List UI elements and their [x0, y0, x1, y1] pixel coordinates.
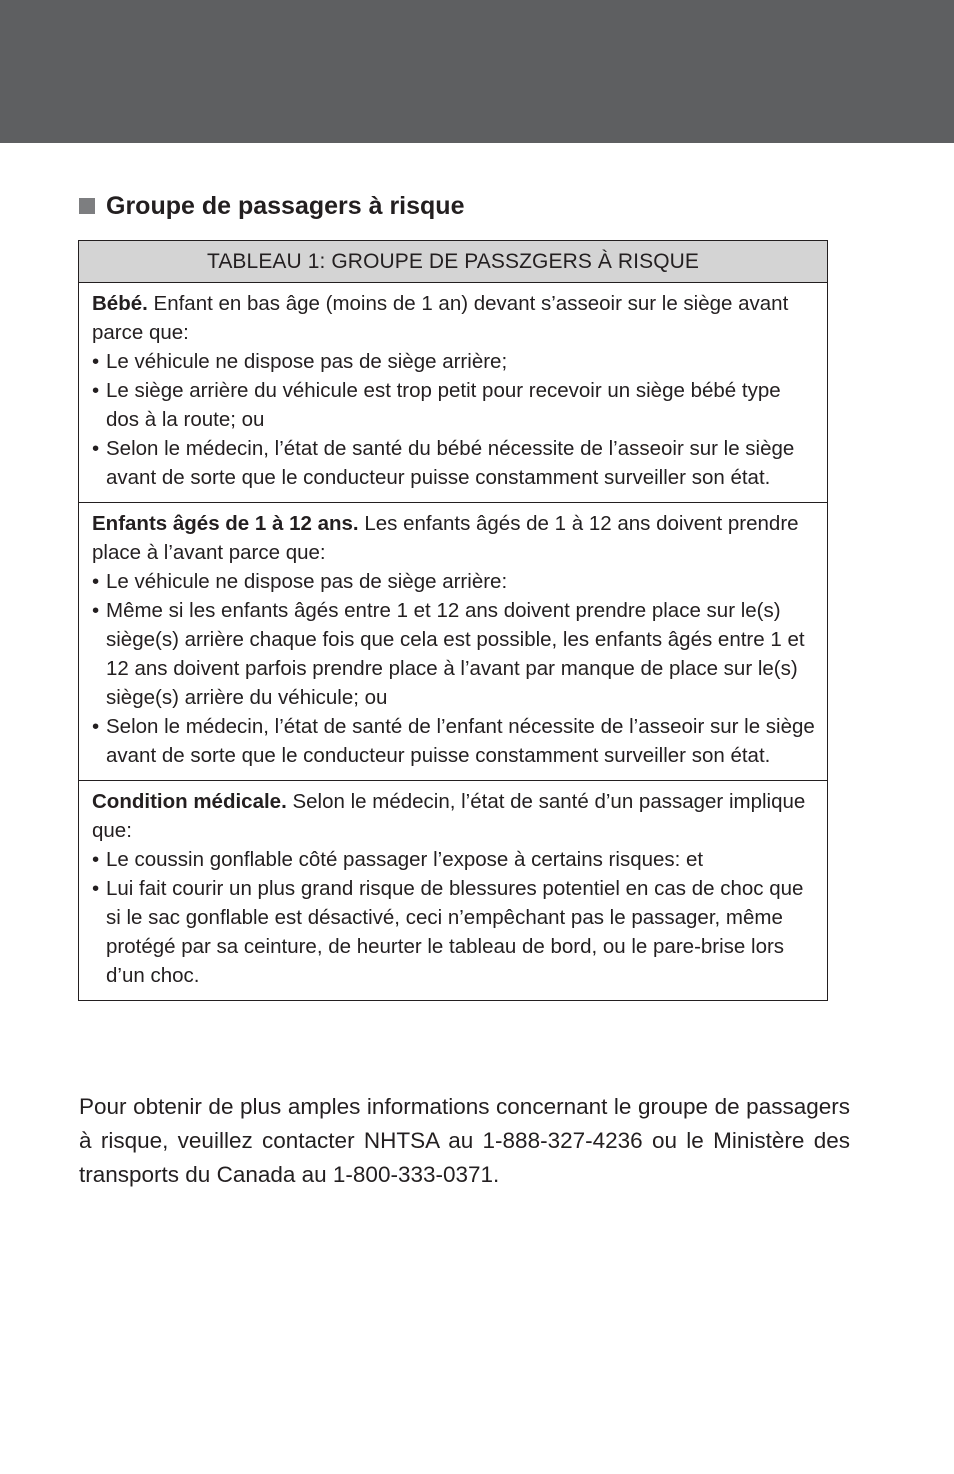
list-item: • Lui fait courir un plus grand risque de blessures potentiel en cas de choc que si le sac gonflable est désactivé, ceci n’empêchant pas le passager, même protégé par sa ceinture, de heurter le tableau de bord, ou le pare-brise lors d’un choc.: [92, 874, 817, 990]
contact-paragraph: Pour obtenir de plus amples informations concernant le groupe de passagers à risque, veuillez contacter NHTSA au 1-888-327-4236 ou le Ministère des transports du Canada au 1-800-333-0371.: [79, 1093, 850, 1187]
row-lead: Enfants âgés de 1 à 12 ans.: [92, 512, 359, 535]
row-intro: [92, 509, 817, 567]
section-heading: [79, 190, 464, 222]
row-intro: [92, 787, 817, 845]
row-lead: Condition médicale.: [92, 790, 287, 813]
row-intro-text: Selon le médecin, l’état de santé d’un passager implique que:: [92, 790, 806, 842]
list-item: • Même si les enfants âgés entre 1 et 12 ans doivent prendre place sur le(s) siège(s) arrière chaque fois que cela est possible, les enfants âgés entre 1 et 12 ans doivent parfois prendre place à l’avant par manque de place sur le(s) siège(s) arrière du véhicule; ou: [92, 596, 817, 712]
risk-group-table: [78, 240, 828, 1001]
table-row-infant: [79, 283, 827, 503]
row-intro-text: Les enfants âgés de 1 à 12 ans doivent prendre place à l’avant parce que:: [92, 512, 799, 564]
list-item: • Selon le médecin, l’état de santé de l’enfant nécessite de l’asseoir sur le siège avant de sorte que le conducteur puisse constamment surveiller son état.: [92, 712, 817, 770]
list-item: • Le coussin gonflable côté passager l’expose à certains risques: et: [92, 845, 817, 874]
table-row-medical: [79, 781, 827, 1000]
row-intro-text: Enfant en bas âge (moins de 1 an) devant s’asseoir sur le siège avant parce que:: [92, 292, 789, 344]
list-item: • Le véhicule ne dispose pas de siège arrière:: [92, 567, 817, 596]
section-heading-text: Groupe de passagers à risque: [106, 192, 465, 220]
list-item: • Le siège arrière du véhicule est trop petit pour recevoir un siège bébé type dos à la route; ou: [92, 376, 817, 434]
table-title: TABLEAU 1: GROUPE DE PASSZGERS À RISQUE: [79, 241, 827, 283]
row-intro: [92, 289, 817, 347]
list-item: • Selon le médecin, l’état de santé du bébé nécessite de l’asseoir sur le siège avant de sorte que le conducteur puisse constamment surveiller son état.: [92, 434, 817, 492]
table-row-children: [79, 503, 827, 781]
row-lead: Bébé.: [92, 292, 148, 315]
list-item: • Le véhicule ne dispose pas de siège arrière;: [92, 347, 817, 376]
header-band: [0, 0, 954, 143]
square-bullet-icon: [79, 198, 95, 214]
